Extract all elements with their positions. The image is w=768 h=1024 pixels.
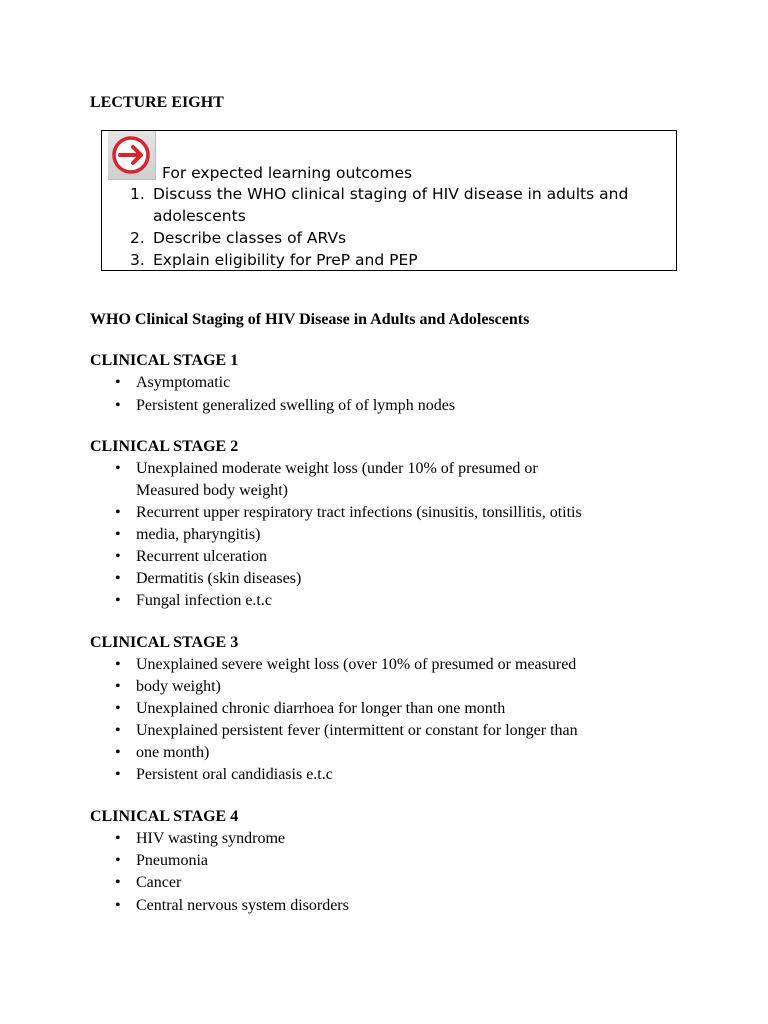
list-item: HIV wasting syndrome: [136, 830, 286, 847]
bullet: •: [115, 656, 121, 673]
outcome-text: Discuss the WHO clinical staging of HIV disease in adults and: [153, 185, 629, 203]
outcome-number: 1.: [130, 185, 145, 203]
bullet: •: [115, 744, 121, 761]
bullet: •: [115, 700, 121, 717]
list-item: Unexplained severe weight loss (over 10% of presumed or measured: [136, 656, 577, 673]
stage-title: CLINICAL STAGE 4: [90, 808, 239, 825]
bullet: •: [115, 830, 121, 847]
stage-title: CLINICAL STAGE 3: [90, 634, 239, 651]
outcome-number: 2.: [130, 229, 145, 247]
list-item: Unexplained moderate weight loss (under 10% of presumed or: [136, 460, 538, 477]
list-item: Dermatitis (skin diseases): [136, 570, 302, 587]
list-item: Pneumonia: [136, 852, 208, 869]
bullet: •: [115, 897, 121, 914]
bullet: •: [115, 526, 121, 543]
bullet: •: [115, 766, 121, 783]
bullet: •: [115, 504, 121, 521]
outcome-text: adolescents: [153, 207, 246, 225]
outcome-number: 3.: [130, 251, 145, 269]
outcome-text: Describe classes of ARVs: [153, 229, 347, 247]
bullet: •: [115, 852, 121, 869]
bullet: •: [115, 592, 121, 609]
list-item: Recurrent upper respiratory tract infections (sinusitis, tonsillitis, otitis: [136, 504, 582, 521]
list-item: Recurrent ulceration: [136, 548, 268, 565]
list-item: Fungal infection e.t.c: [136, 592, 272, 609]
bullet: •: [115, 678, 121, 695]
list-item: media, pharyngitis): [136, 526, 261, 543]
bullet: •: [115, 397, 121, 414]
list-item: one month): [136, 744, 210, 761]
outcome-text: Explain eligibility for PreP and PEP: [153, 251, 418, 269]
list-item: Unexplained persistent fever (intermittent or constant for longer than: [136, 722, 578, 739]
section-heading: WHO Clinical Staging of HIV Disease in Adults and Adolescents: [90, 311, 530, 328]
list-item: Cancer: [136, 874, 182, 891]
list-item: Persistent generalized swelling of of lymph nodes: [136, 397, 456, 414]
list-item: body weight): [136, 678, 221, 695]
stage-title: CLINICAL STAGE 2: [90, 438, 239, 455]
stage-title: CLINICAL STAGE 1: [90, 352, 239, 369]
list-item: Measured body weight): [136, 482, 288, 499]
list-item: Central nervous system disorders: [136, 897, 349, 914]
bullet: •: [115, 874, 121, 891]
arrow-right-icon: [108, 131, 156, 180]
list-item: Asymptomatic: [136, 374, 231, 391]
list-item: Unexplained chronic diarrhoea for longer than one month: [136, 700, 506, 717]
bullet: •: [115, 722, 121, 739]
lecture-title: LECTURE EIGHT: [90, 94, 224, 111]
outcomes-intro: For expected learning outcomes: [162, 164, 413, 182]
bullet: •: [115, 460, 121, 477]
list-item: Persistent oral candidiasis e.t.c: [136, 766, 333, 783]
bullet: •: [115, 570, 121, 587]
bullet: •: [115, 548, 121, 565]
bullet: •: [115, 374, 121, 391]
